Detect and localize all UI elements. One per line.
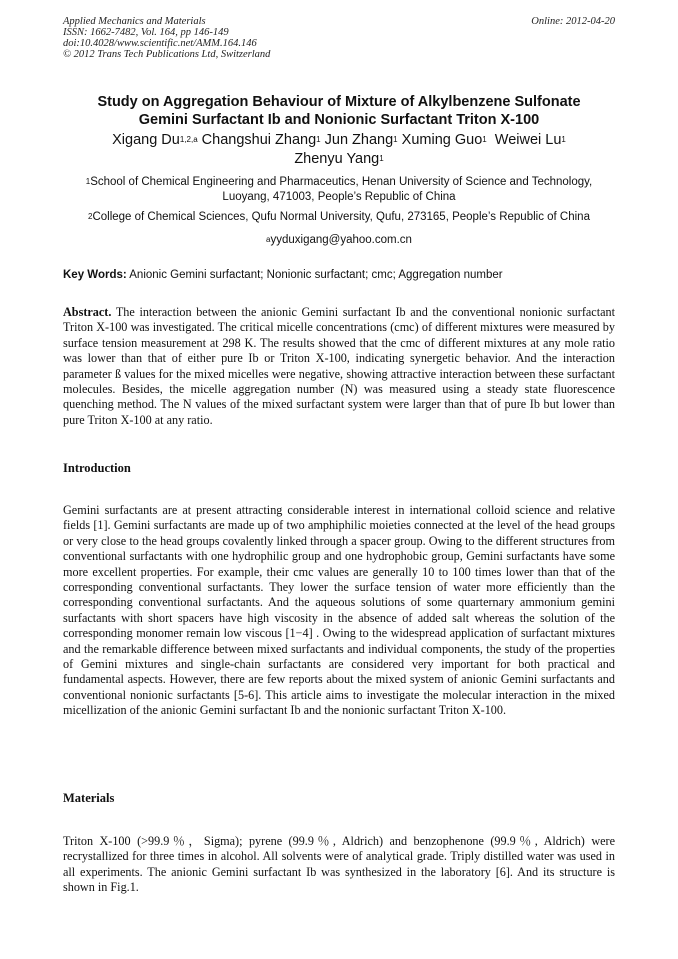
affiliation-1-line-2: Luoyang, 471003, People’s Republic of China <box>222 191 456 203</box>
journal-doi: doi:10.4028/www.scientific.net/AMM.164.146 <box>63 38 257 49</box>
affiliation-1 <box>63 175 615 205</box>
author-name: Weiwei Lu <box>494 132 562 148</box>
author-affil: 1 <box>393 135 398 144</box>
abstract-text: The interaction between the anionic Gemini surfactant Ib and the conventional nonionic surfactant Triton X-100 was investigated. The critical micelle concentrations (cmc) of different mixtures were measured by surface tension measurement at 298 K. The results showed that the cmc of different mixtures at any mole ratio was lower than that of either pure Ib or Triton X-100, indicating synergetic behavior. And the interaction parameter ß values for the mixed micelles were negative, showing attractive interaction between these surfactant molecules. Besides, the micelle aggregation number (N) was measured using a steady state fluorescence quenching method. The N values of the mixed surfactant system were larger than that of pure Ib but lower than pure Triton X-100 at any ratio. <box>63 305 615 427</box>
abstract <box>63 305 615 428</box>
author-line-1 <box>63 131 615 150</box>
affiliation-2 <box>63 210 615 225</box>
author-affil: 1 <box>316 135 321 144</box>
title-line-2: Gemini Surfactant Ib and Nonionic Surfactant Triton X-100 <box>138 112 540 128</box>
keywords-text: Anionic Gemini surfactant; Nonionic surfactant; cmc; Aggregation number <box>129 269 503 281</box>
affiliation-text: College of Chemical Sciences, Qufu Normal University, Qufu, 273165, People’s Republic of China <box>92 211 590 223</box>
author-name: Jun Zhang <box>324 132 394 148</box>
materials-heading: Materials <box>63 791 115 805</box>
online-date: Online: 2012-04-20 <box>531 16 615 27</box>
journal-copyright: © 2012 Trans Tech Publications Ltd, Switzerland <box>63 49 271 60</box>
affiliation-text: School of Chemical Engineering and Pharmaceutics, Henan University of Science and Technology, <box>90 176 593 188</box>
paper-title <box>63 93 615 129</box>
author-affil: 1 <box>482 135 487 144</box>
abstract-label: Abstract. <box>63 305 112 319</box>
author-name: Zhenyu Yang <box>294 151 380 167</box>
author-list <box>63 131 615 169</box>
author-affil: 1 <box>561 135 566 144</box>
author-name: Xuming Guo <box>401 132 483 148</box>
keywords <box>63 268 615 283</box>
keywords-label: Key Words: <box>63 269 127 281</box>
materials-text: Triton X-100 (>99.9％，Sigma); pyrene (99.9％, Aldrich) and benzophenone (99.9％, Aldrich) were recrystallized for three times in alcohol. All solvents were of analytical grade. Triply distilled water was used in all experiments. The anionic Gemini surfactant Ib was synthesized in the laboratory [6]. And its structure is shown in Fig.1. <box>63 834 615 895</box>
introduction-text: Gemini surfactants are at present attracting considerable interest in international colloid science and relative fields [1]. Gemini surfactants are made up of two amphiphilic moieties connected at the level of the head groups or very close to the head groups covalently linked through a spacer group. Owing to the different structures from conventional surfactants with one hydrophilic group and one hydrophobic group, Gemini surfactants have some more excellent properties. For example, their cmc values are generally 10 to 100 times lower than that of the corresponding conventional surfactants. They lower the surface tension of water more efficiently than the corresponding conventional surfactants. And the aqueous solutions of some quarternary ammonium gemini surfactants with short spacers have high viscosity in the absence of added salt whereas the solution of the corresponding monomer remain low viscous [1−4] . Owing to the widespread application of surfactant mixtures and the remarkable difference between mixed surfactants and individual components, the study of the properties of Gemini mixtures and single-chain surfactants are considered very important for both practical and fundamental aspects. However, there are few reports about the mixed system of anionic Gemini surfactants and conventional nonionic surfactants [5-6]. This article aims to investigate the molecular interaction in the mixed micellization of the anionic Gemini surfactant Ib and the nonionic surfactant Triton X-100. <box>63 503 615 718</box>
author-line-2 <box>63 150 615 169</box>
introduction-heading: Introduction <box>63 461 131 475</box>
journal-name: Applied Mechanics and Materials <box>63 16 206 27</box>
author-name: Changshui Zhang <box>201 132 317 148</box>
affiliation-number: 1 <box>85 177 91 186</box>
author-affil: 1,2,a <box>179 135 198 144</box>
email-marker: a <box>266 235 271 244</box>
affiliation-1-line-1 <box>63 175 615 190</box>
author-affil: 1 <box>379 154 384 163</box>
affiliation-number: 2 <box>88 212 93 221</box>
email-address: yyduxigang@yahoo.com.cn <box>270 234 412 246</box>
journal-issn: ISSN: 1662-7482, Vol. 164, pp 146-149 <box>63 27 229 38</box>
title-line-1: Study on Aggregation Behaviour of Mixture of Alkylbenzene Sulfonate <box>97 94 581 110</box>
corresponding-email <box>63 233 615 248</box>
journal-header <box>63 16 270 60</box>
author-name: Xigang Du <box>112 132 180 148</box>
